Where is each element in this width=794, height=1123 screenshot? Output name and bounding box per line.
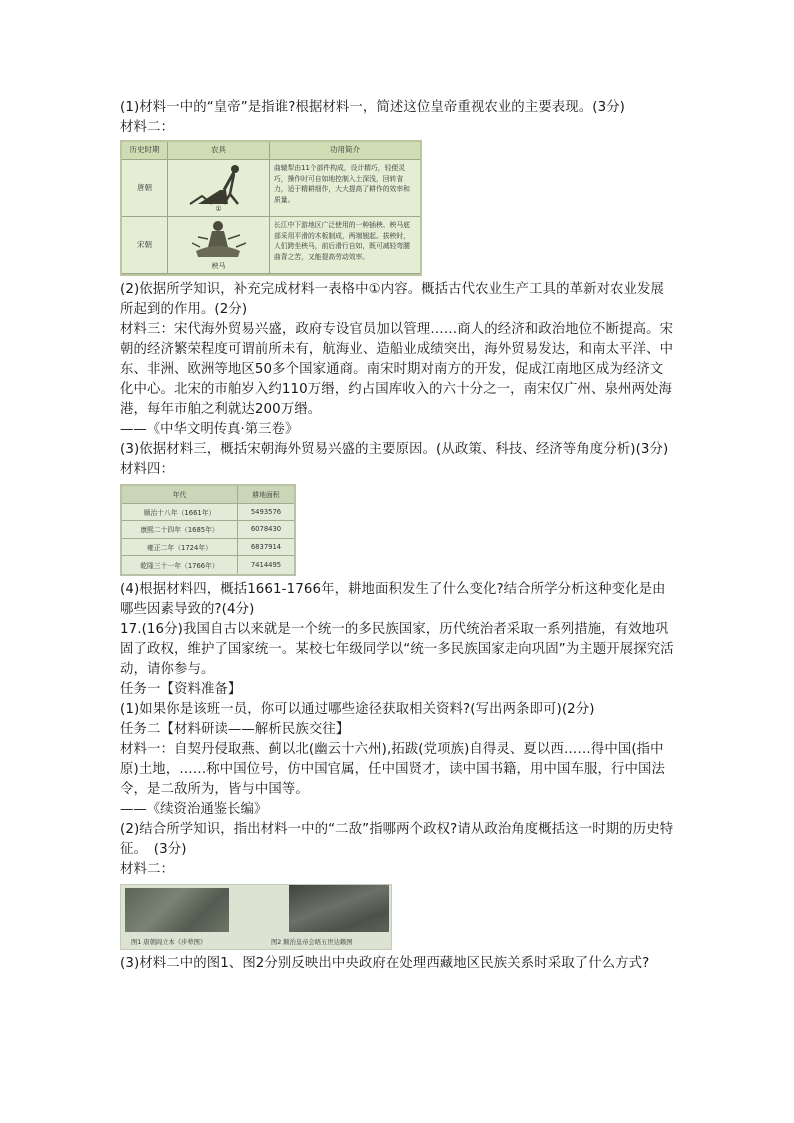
table-cell-desc: 曲辕犁由11个部件构成，设计精巧，轻便灵巧，操作时可自如地控制入土深浅，回转省力，适于精耕细作，大大提高了耕作的效率和质量。: [270, 160, 420, 217]
question-3: (3)依据材料三，概括宋朝海外贸易兴盛的主要原因。(从政策、科技、经济等角度分析)(3分): [120, 442, 669, 457]
farmland-table: [120, 484, 296, 576]
task-2-question-2: (2)结合所学知识，指出材料一中的“二敌”指哪两个政权?请从政治角度概括这一时期的历史特征。 (3分): [120, 822, 674, 857]
table-cell-desc: 长江中下游地区广泛使用的一种插秧、秧马底部采用平滑的木板制成，两端翘起。拔秧时，人们跨坐秧马，前后滑行自如，既可减轻弯腰曲背之苦，又能提高劳动效率。: [270, 217, 420, 274]
question-2: (2)依据所学知识，补充完成材料一表格中①内容。概括古代农业生产工具的革新对农业发展所起到的作用。(2分): [120, 282, 665, 317]
table-cell-era: 雍正二年（1724年）: [122, 539, 238, 557]
task-2-material-2-label: 材料二：: [120, 862, 174, 877]
material-2-label: 材料二：: [120, 120, 174, 135]
table-header: 功用简介: [270, 142, 420, 160]
table-cell-era: 康熙二十四年（1685年）: [122, 521, 238, 539]
task-2-material-1-source: ——《续资治通鉴长编》: [120, 802, 268, 817]
task-2-material-1: 材料一：自契丹侵取燕、蓟以北(幽云十六州),拓跋(党项族)自得灵、夏以西……得中国(指中原)土地，……称中国位号，仿中国官属，任中国贤才，读中国书籍，用中国车服，行中国法令，是二敌所为，皆与中国等。: [120, 742, 665, 797]
table-cell-period: 宋朝: [122, 217, 168, 274]
plow-figure-cell: [168, 160, 270, 217]
table-header: 耕地面积: [238, 486, 294, 504]
painting-image: [125, 888, 229, 932]
task-2-title: 任务二【材料研读——解析民族交往】: [120, 722, 350, 737]
history-images: [120, 884, 392, 950]
table-cell-area: 6078430: [238, 521, 294, 539]
yangma-figure-cell: [168, 217, 270, 274]
question-4: (4)根据材料四，概括1661-1766年，耕地面积发生了什么变化?结合所学分析这种变化是由哪些因素导致的?(4分): [120, 582, 666, 617]
table-cell-era: 顺治十八年（1661年）: [122, 504, 238, 522]
table-cell-area: 5493576: [238, 504, 294, 522]
material-3-source: ——《中华文明传真·第三卷》: [120, 422, 299, 437]
tool-label: 秧马: [211, 262, 226, 270]
question-17: 17.(16分)我国自古以来就是一个统一的多民族国家，历代统治者采取一系列措施，有效地巩固了政权，维护了国家统一。某校七年级同学以“统一多民族国家走向巩固”为主题开展探究活动，请你参与。: [120, 622, 674, 677]
farm-tools-table: [120, 140, 422, 276]
table-cell-area: 6837914: [238, 539, 294, 557]
table-header: 年代: [122, 486, 238, 504]
tool-label: ①: [215, 205, 222, 213]
image-caption-1: 图1 唐朝阎立本《步辇图》: [131, 939, 207, 946]
task-2-question-3: (3)材料二中的图1、图2分别反映出中央政府在处理西藏地区民族关系时采取了什么方式?: [120, 956, 650, 971]
table-cell-period: 唐朝: [122, 160, 168, 217]
table-header: 农具: [168, 142, 270, 160]
question-1: (1)材料一中的“皇帝”是指谁?根据材料一，简述这位皇帝重视农业的主要表现。(3分): [120, 100, 626, 115]
painting-image: [289, 885, 389, 932]
image-caption-2: 图2 顺治皇帝会晤五世达赖图: [271, 939, 353, 946]
table-cell-era: 乾隆三十一年（1766年）: [122, 556, 238, 574]
task-1-title: 任务一【资料准备】: [120, 682, 242, 697]
task-1-question-1: (1)如果你是该班一员，你可以通过哪些途径获取相关资料?(写出两条即可)(2分): [120, 702, 595, 717]
content: [120, 98, 676, 974]
table-cell-area: 7414495: [250, 561, 282, 570]
table-header: 历史时期: [122, 142, 168, 160]
material-3-text: 材料三：宋代海外贸易兴盛，政府专设官员加以管理……商人的经济和政治地位不断提高。宋朝的经济繁荣程度可谓前所未有，航海业、造船业成绩突出，海外贸易发达，和南太平洋、中东、非洲、欧洲等地区50多个国家通商。南宋时期对南方的开发，促成江南地区成为经济文化中心。北宋的市舶岁入约110万缗，约占国库收入的六十分之一，南宋仅广州、泉州两处海港，每年市舶之利就达200万缗。: [120, 322, 674, 417]
material-4-label: 材料四：: [120, 462, 174, 477]
